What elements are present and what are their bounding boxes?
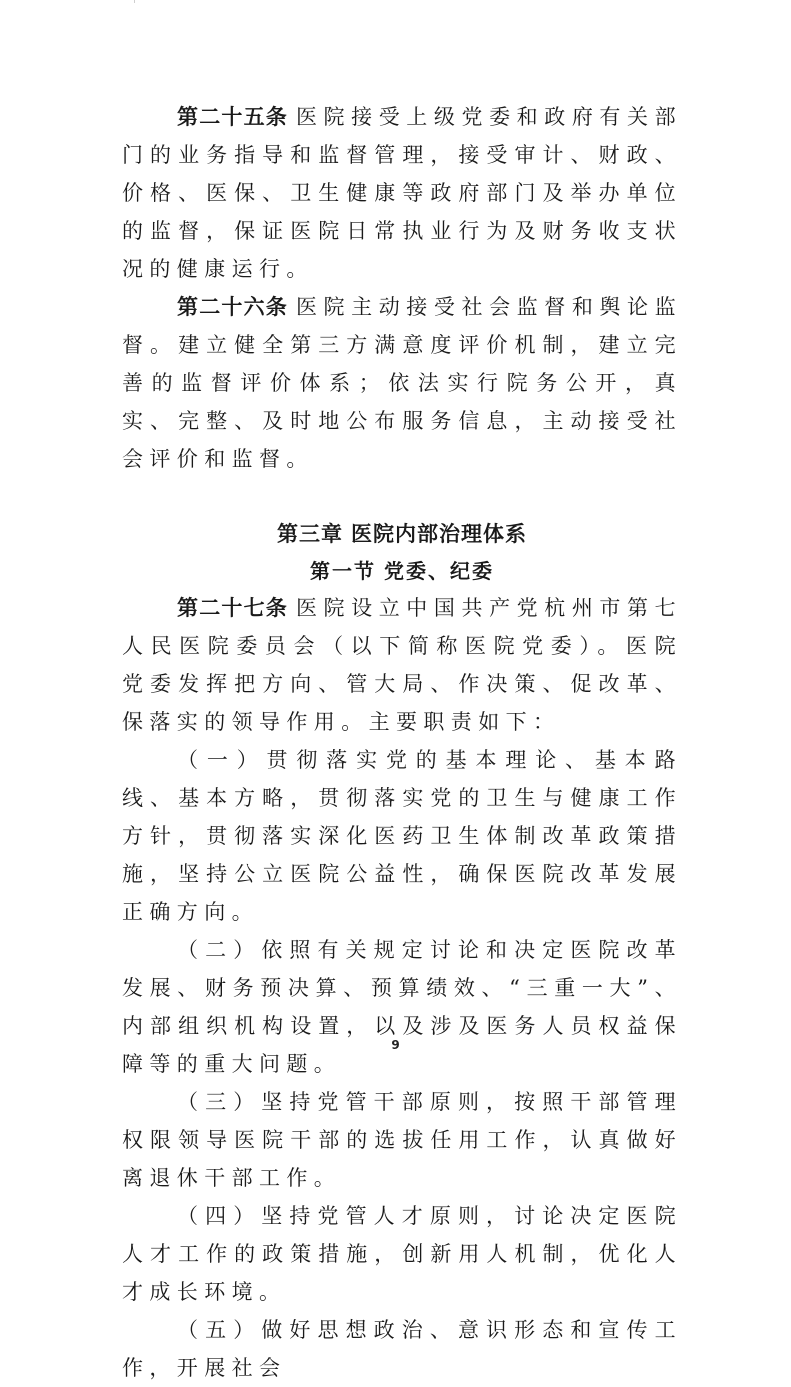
article-26-number: 第二十六条 [177,295,288,319]
section-heading [122,553,682,589]
article-27-body: 医院设立中国共产党杭州市第七人民医院委员会（以下简称医院党委）。医院党委发挥把方向、管大局、作决策、促改革、保落实的领导作用。主要职责如下： [122,596,683,734]
chapter-heading [122,515,682,553]
page-number: 9 [391,1038,400,1052]
article-27 [122,589,682,741]
article-27-number: 第二十七条 [177,596,288,620]
duty-item-4: （四）坚持党管人才原则，讨论决定医院人才工作的政策措施，创新用人机制，优化人才成长环境。 [122,1204,682,1304]
duty-item-2: （二）依照有关规定讨论和决定医院改革发展、财务预决算、预算绩效、“三重一大”、内部组织机构设置，以及涉及医务人员权益保障等的重大问题。 [122,938,682,1076]
article-26-body: 医院主动接受社会监督和舆论监督。建立健全第三方满意度评价机制，建立完善的监督评价体系；依法实行院务公开，真实、完整、及时地公布服务信息，主动接受社会评价和监督。 [122,295,683,471]
spacer [122,478,682,515]
chapter-label: 第三章 [277,522,343,546]
section-label: 第一节 [310,559,376,583]
duty-item-3: （三）坚持党管干部原则，按照干部管理权限领导医院干部的选拔任用工作，认真做好离退休干部工作。 [122,1090,682,1190]
article-25 [122,98,682,288]
article-26 [122,288,682,478]
chapter-title: 医院内部治理体系 [351,522,527,546]
scan-edge-mark [134,0,135,3]
duty-item-1: （一）贯彻落实党的基本理论、基本路线、基本方略，贯彻落实党的卫生与健康工作方针，贯彻落实深化医药卫生体制改革政策措施，坚持公立医院公益性，确保医院改革发展正确方向。 [122,748,682,924]
article-25-number: 第二十五条 [177,105,288,129]
document-page [122,98,682,1387]
article-25-body: 医院接受上级党委和政府有关部门的业务指导和监督管理，接受审计、财政、价格、医保、卫生健康等政府部门及举办单位的监督，保证医院日常执业行为及财务收支状况的健康运行。 [122,105,683,281]
duty-item-5: （五）做好思想政治、意识形态和宣传工作，开展社会 [122,1318,682,1380]
section-title: 党委、纪委 [384,559,494,583]
